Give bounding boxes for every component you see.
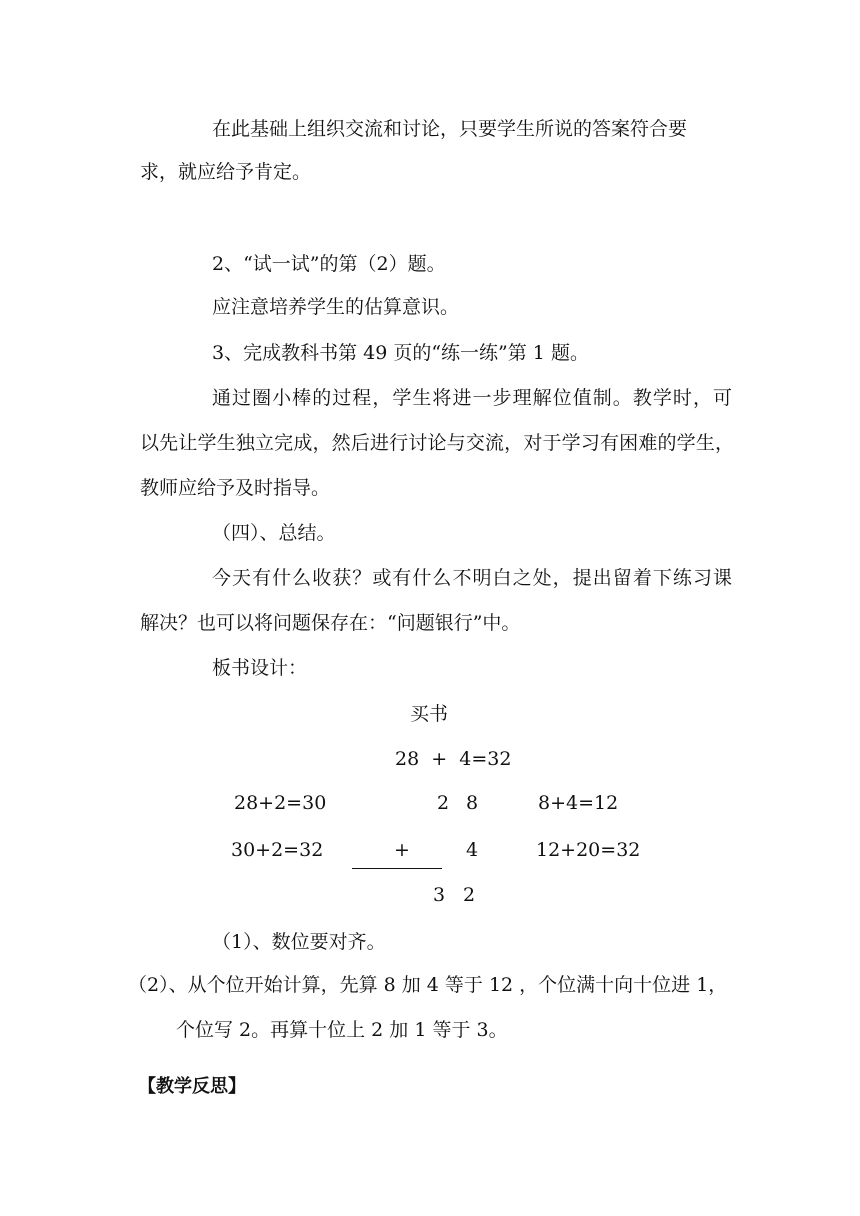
paragraph-line: 今天有什么收获？或有什么不明白之处，提出留着下练习课 [212,567,732,589]
paragraph-line: 应注意培养学生的估算意识。 [212,296,460,318]
vertical-result-tens: 3 [433,884,446,906]
left-step-2: 30+2=32 [231,839,324,861]
vertical-addend: 4 [466,839,479,861]
list-item-heading: 3、完成教科书第 49 页的“练一练”第 1 题。 [212,342,589,364]
paragraph-line: 求，就应给予肯定。 [140,161,312,183]
reflection-heading: 【教学反思】 [138,1076,246,1097]
board-title: 买书 [410,703,449,725]
left-step-1: 28+2=30 [234,792,327,814]
vertical-top-tens: 2 [437,792,450,814]
note-1: （1）、数位要对齐。 [212,931,386,953]
vertical-plus: + [394,839,410,861]
vertical-sum-line [352,868,442,869]
section-heading: （四）、总结。 [212,522,336,544]
right-step-1: 8+4=12 [538,792,619,814]
board-equation: 28 + 4=32 [395,748,512,770]
paragraph-line: 在此基础上组织交流和讨论，只要学生所说的答案符合要 [212,118,688,140]
paragraph-line: 教师应给予及时指导。 [140,477,331,499]
note-2-line-2: 个位写 2。再算十位上 2 加 1 等于 3。 [176,1019,508,1041]
list-item-heading: 2、“试一试”的第（2）题。 [212,253,446,275]
vertical-result-ones: 2 [463,884,476,906]
paragraph-line: 解决？也可以将问题保存在：“问题银行”中。 [140,612,521,634]
paragraph-line: 以先让学生独立完成，然后进行讨论与交流，对于学习有困难的学生， [140,432,734,454]
note-2-line-1: （2）、从个位开始计算，先算 8 加 4 等于 12 ，个位满十向十位进 1， [128,974,728,996]
board-label: 板书设计： [212,657,308,679]
right-step-2: 12+20=32 [536,839,641,861]
paragraph-line: 通过圈小棒的过程，学生将进一步理解位值制。教学时，可 [212,387,732,409]
vertical-top-ones: 8 [466,792,479,814]
